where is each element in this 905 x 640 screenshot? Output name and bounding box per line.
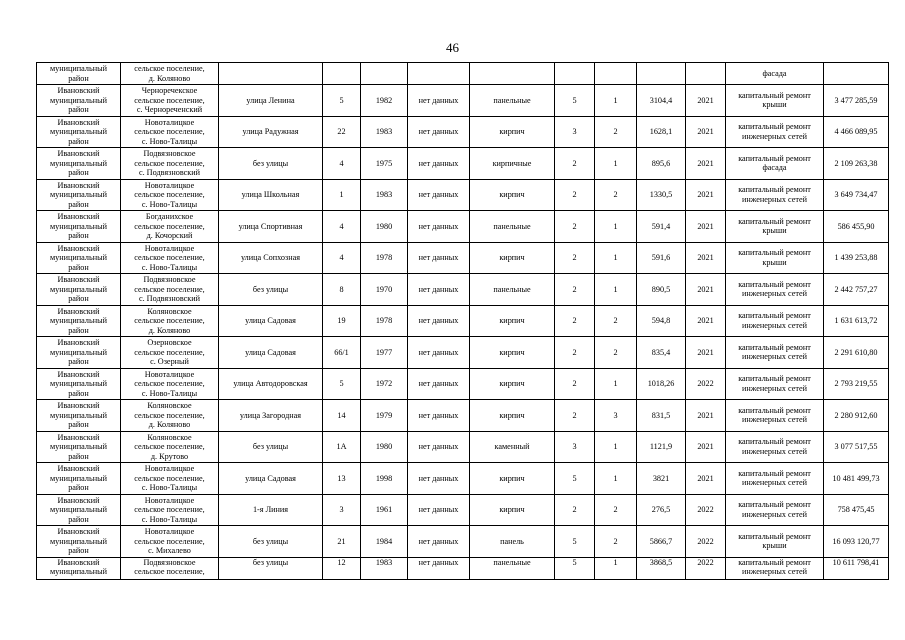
wear-cell: нет данных (408, 526, 470, 558)
wall-material-cell: каменный (470, 431, 555, 463)
repair-year-cell: 2022 (686, 526, 726, 558)
table-row (37, 557, 889, 579)
table-row (37, 148, 889, 180)
area-cell: 591,6 (637, 242, 686, 274)
entrances-cell: 1 (595, 557, 637, 579)
settlement-cell: Новоталицкое сельское поселение, с. Михалево (121, 526, 219, 558)
repair-year-cell: 2021 (686, 305, 726, 337)
repair-year-cell: 2021 (686, 211, 726, 243)
settlement-cell: Черноречекское сельское поселение, с. Чернореченский (121, 85, 219, 117)
district-cell: Ивановский муниципальный район (37, 242, 121, 274)
street-cell: без улицы (219, 526, 323, 558)
wall-material-cell: панельные (470, 85, 555, 117)
year-built-cell: 1979 (361, 400, 408, 432)
entrances-cell: 2 (595, 526, 637, 558)
wall-material-cell: панельные (470, 557, 555, 579)
repair-year-cell (686, 63, 726, 85)
wall-material-cell: кирпич (470, 400, 555, 432)
street-cell: улица Сопхозная (219, 242, 323, 274)
house-number-cell: 1А (323, 431, 361, 463)
wear-cell: нет данных (408, 305, 470, 337)
year-built-cell: 1983 (361, 116, 408, 148)
table-row (37, 526, 889, 558)
house-number-cell: 66/1 (323, 337, 361, 369)
house-number-cell: 1 (323, 179, 361, 211)
area-cell: 3821 (637, 463, 686, 495)
area-cell (637, 63, 686, 85)
floors-cell: 2 (555, 211, 595, 243)
settlement-cell: Новоталицкое сельское поселение, с. Ново-Талицы (121, 494, 219, 526)
floors-cell: 5 (555, 463, 595, 495)
repair-type-cell: капитальный ремонт крыши (726, 526, 824, 558)
settlement-cell: Подвязновское сельское поселение, с. Подвязновский (121, 148, 219, 180)
repair-year-cell: 2022 (686, 557, 726, 579)
floors-cell: 5 (555, 85, 595, 117)
floors-cell: 2 (555, 368, 595, 400)
area-cell: 591,4 (637, 211, 686, 243)
entrances-cell: 1 (595, 368, 637, 400)
house-number-cell: 4 (323, 148, 361, 180)
floors-cell: 2 (555, 148, 595, 180)
cost-cell (824, 63, 889, 85)
floors-cell: 2 (555, 400, 595, 432)
repair-type-cell: капитальный ремонт инженерных сетей (726, 337, 824, 369)
district-cell: Ивановский муниципальный район (37, 368, 121, 400)
district-cell: Ивановский муниципальный район (37, 526, 121, 558)
repair-year-cell: 2021 (686, 242, 726, 274)
repair-year-cell: 2021 (686, 85, 726, 117)
settlement-cell: Новоталицкое сельское поселение, с. Ново-Талицы (121, 368, 219, 400)
area-cell: 1330,5 (637, 179, 686, 211)
year-built-cell: 1980 (361, 211, 408, 243)
wall-material-cell: кирпич (470, 179, 555, 211)
settlement-cell: Новоталицкое сельское поселение, с. Ново-Талицы (121, 242, 219, 274)
year-built-cell: 1978 (361, 242, 408, 274)
area-cell: 831,5 (637, 400, 686, 432)
wear-cell: нет данных (408, 337, 470, 369)
wall-material-cell: кирпич (470, 368, 555, 400)
cost-cell: 10 611 798,41 (824, 557, 889, 579)
street-cell: без улицы (219, 148, 323, 180)
district-cell: Ивановский муниципальный район (37, 148, 121, 180)
street-cell: улица Садовая (219, 337, 323, 369)
wall-material-cell: кирпич (470, 463, 555, 495)
wear-cell: нет данных (408, 494, 470, 526)
year-built-cell: 1972 (361, 368, 408, 400)
repair-year-cell: 2021 (686, 179, 726, 211)
table-row (37, 63, 889, 85)
cost-cell: 758 475,45 (824, 494, 889, 526)
year-built-cell: 1998 (361, 463, 408, 495)
district-cell: Ивановский муниципальный (37, 557, 121, 579)
table-row (37, 85, 889, 117)
area-cell: 1121,9 (637, 431, 686, 463)
street-cell: без улицы (219, 431, 323, 463)
house-number-cell: 13 (323, 463, 361, 495)
settlement-cell: Озерновское сельское поселение, с. Озерный (121, 337, 219, 369)
street-cell: улица Загородная (219, 400, 323, 432)
wear-cell (408, 63, 470, 85)
repair-year-cell: 2022 (686, 494, 726, 526)
cost-cell: 2 793 219,55 (824, 368, 889, 400)
entrances-cell: 2 (595, 305, 637, 337)
repair-type-cell: капитальный ремонт инженерных сетей (726, 431, 824, 463)
repair-type-cell: капитальный ремонт инженерных сетей (726, 179, 824, 211)
entrances-cell: 1 (595, 274, 637, 306)
year-built-cell: 1982 (361, 85, 408, 117)
repair-type-cell: капитальный ремонт инженерных сетей (726, 400, 824, 432)
floors-cell: 2 (555, 274, 595, 306)
cost-cell: 586 455,90 (824, 211, 889, 243)
house-number-cell: 4 (323, 242, 361, 274)
cost-cell: 4 466 089,95 (824, 116, 889, 148)
house-number-cell: 3 (323, 494, 361, 526)
cost-cell: 3 077 517,55 (824, 431, 889, 463)
repair-type-cell: капитальный ремонт инженерных сетей (726, 557, 824, 579)
area-cell: 276,5 (637, 494, 686, 526)
district-cell: Ивановский муниципальный район (37, 116, 121, 148)
street-cell: улица Ленина (219, 85, 323, 117)
house-number-cell: 8 (323, 274, 361, 306)
district-cell: Ивановский муниципальный район (37, 85, 121, 117)
floors-cell: 2 (555, 305, 595, 337)
settlement-cell: Богданихское сельское поселение, д. Кочорский (121, 211, 219, 243)
table-row (37, 337, 889, 369)
year-built-cell: 1980 (361, 431, 408, 463)
entrances-cell: 1 (595, 431, 637, 463)
wear-cell: нет данных (408, 211, 470, 243)
cost-cell: 3 649 734,47 (824, 179, 889, 211)
wall-material-cell: кирпич (470, 494, 555, 526)
entrances-cell: 2 (595, 116, 637, 148)
cost-cell: 16 093 120,77 (824, 526, 889, 558)
floors-cell: 5 (555, 526, 595, 558)
house-number-cell: 4 (323, 211, 361, 243)
wall-material-cell: панельные (470, 274, 555, 306)
district-cell: Ивановский муниципальный район (37, 337, 121, 369)
wear-cell: нет данных (408, 274, 470, 306)
settlement-cell: Новоталицкое сельское поселение, с. Ново-Талицы (121, 116, 219, 148)
year-built-cell: 1983 (361, 557, 408, 579)
wall-material-cell: кирпич (470, 337, 555, 369)
cost-cell: 1 631 613,72 (824, 305, 889, 337)
year-built-cell (361, 63, 408, 85)
table-row (37, 400, 889, 432)
house-number-cell: 5 (323, 368, 361, 400)
area-cell: 3104,4 (637, 85, 686, 117)
table-row (37, 179, 889, 211)
district-cell: Ивановский муниципальный район (37, 179, 121, 211)
district-cell: Ивановский муниципальный район (37, 274, 121, 306)
house-number-cell: 14 (323, 400, 361, 432)
floors-cell: 2 (555, 494, 595, 526)
page-number: 46 (446, 40, 459, 55)
house-number-cell: 21 (323, 526, 361, 558)
entrances-cell: 1 (595, 85, 637, 117)
area-cell: 3868,5 (637, 557, 686, 579)
year-built-cell: 1970 (361, 274, 408, 306)
house-number-cell: 12 (323, 557, 361, 579)
district-cell: Ивановский муниципальный район (37, 463, 121, 495)
repair-type-cell: капитальный ремонт инженерных сетей (726, 463, 824, 495)
entrances-cell (595, 63, 637, 85)
entrances-cell: 1 (595, 211, 637, 243)
table-row (37, 305, 889, 337)
floors-cell: 5 (555, 557, 595, 579)
district-cell: Ивановский муниципальный район (37, 494, 121, 526)
floors-cell: 2 (555, 337, 595, 369)
table-row (37, 463, 889, 495)
entrances-cell: 2 (595, 337, 637, 369)
entrances-cell: 2 (595, 179, 637, 211)
settlement-cell: Коляновское сельское поселение, д. Коляново (121, 400, 219, 432)
repair-type-cell: капитальный ремонт инженерных сетей (726, 305, 824, 337)
repair-year-cell: 2021 (686, 116, 726, 148)
wall-material-cell: кирпич (470, 242, 555, 274)
repair-year-cell: 2021 (686, 400, 726, 432)
wear-cell: нет данных (408, 400, 470, 432)
district-cell: Ивановский муниципальный район (37, 305, 121, 337)
wall-material-cell: кирпичные (470, 148, 555, 180)
repair-type-cell: фасада (726, 63, 824, 85)
wear-cell: нет данных (408, 148, 470, 180)
district-cell: муниципальный район (37, 63, 121, 85)
area-cell: 835,4 (637, 337, 686, 369)
cost-cell: 2 442 757,27 (824, 274, 889, 306)
wear-cell: нет данных (408, 85, 470, 117)
area-cell: 1628,1 (637, 116, 686, 148)
district-cell: Ивановский муниципальный район (37, 400, 121, 432)
street-cell: без улицы (219, 557, 323, 579)
settlement-cell: Подвязновское сельское поселение, (121, 557, 219, 579)
wear-cell: нет данных (408, 116, 470, 148)
area-cell: 895,6 (637, 148, 686, 180)
repair-type-cell: капитальный ремонт инженерных сетей (726, 368, 824, 400)
year-built-cell: 1984 (361, 526, 408, 558)
table-row (37, 431, 889, 463)
street-cell (219, 63, 323, 85)
wear-cell: нет данных (408, 179, 470, 211)
floors-cell: 3 (555, 431, 595, 463)
repair-type-cell: капитальный ремонт крыши (726, 242, 824, 274)
table-row (37, 211, 889, 243)
wall-material-cell: панель (470, 526, 555, 558)
settlement-cell: Коляновское сельское поселение, д. Крутово (121, 431, 219, 463)
year-built-cell: 1961 (361, 494, 408, 526)
cost-cell: 2 291 610,80 (824, 337, 889, 369)
house-number-cell: 22 (323, 116, 361, 148)
street-cell: улица Садовая (219, 463, 323, 495)
entrances-cell: 1 (595, 463, 637, 495)
repair-type-cell: капитальный ремонт инженерных сетей (726, 116, 824, 148)
house-number-cell (323, 63, 361, 85)
housing-repair-table (36, 62, 889, 580)
area-cell: 890,5 (637, 274, 686, 306)
floors-cell: 2 (555, 242, 595, 274)
cost-cell: 3 477 285,59 (824, 85, 889, 117)
wear-cell: нет данных (408, 463, 470, 495)
repair-type-cell: капитальный ремонт инженерных сетей (726, 494, 824, 526)
cost-cell: 2 109 263,38 (824, 148, 889, 180)
repair-type-cell: капитальный ремонт крыши (726, 85, 824, 117)
house-number-cell: 19 (323, 305, 361, 337)
wear-cell: нет данных (408, 431, 470, 463)
wall-material-cell: панельные (470, 211, 555, 243)
repair-year-cell: 2021 (686, 337, 726, 369)
entrances-cell: 1 (595, 242, 637, 274)
cost-cell: 10 481 499,73 (824, 463, 889, 495)
street-cell: улица Радужная (219, 116, 323, 148)
street-cell: без улицы (219, 274, 323, 306)
floors-cell (555, 63, 595, 85)
settlement-cell: Коляновское сельское поселение, д. Коляново (121, 305, 219, 337)
settlement-cell: сельское поселение, д. Коляново (121, 63, 219, 85)
repair-year-cell: 2021 (686, 148, 726, 180)
table-row (37, 494, 889, 526)
repair-type-cell: капитальный ремонт инженерных сетей (726, 274, 824, 306)
area-cell: 5866,7 (637, 526, 686, 558)
wall-material-cell (470, 63, 555, 85)
year-built-cell: 1978 (361, 305, 408, 337)
settlement-cell: Подвязновское сельское поселение, с. Подвязновский (121, 274, 219, 306)
floors-cell: 3 (555, 116, 595, 148)
street-cell: улица Садовая (219, 305, 323, 337)
wall-material-cell: кирпич (470, 116, 555, 148)
house-number-cell: 5 (323, 85, 361, 117)
table-row (37, 368, 889, 400)
repair-type-cell: капитальный ремонт фасада (726, 148, 824, 180)
street-cell: улица Спортивная (219, 211, 323, 243)
wear-cell: нет данных (408, 557, 470, 579)
settlement-cell: Новоталицкое сельское поселение, с. Ново-Талицы (121, 179, 219, 211)
wear-cell: нет данных (408, 368, 470, 400)
repair-year-cell: 2021 (686, 431, 726, 463)
year-built-cell: 1983 (361, 179, 408, 211)
street-cell: 1-я Линия (219, 494, 323, 526)
table-row (37, 274, 889, 306)
year-built-cell: 1975 (361, 148, 408, 180)
settlement-cell: Новоталицкое сельское поселение, с. Ново-Талицы (121, 463, 219, 495)
cost-cell: 2 280 912,60 (824, 400, 889, 432)
entrances-cell: 3 (595, 400, 637, 432)
repair-year-cell: 2022 (686, 368, 726, 400)
year-built-cell: 1977 (361, 337, 408, 369)
repair-year-cell: 2021 (686, 463, 726, 495)
repair-type-cell: капитальный ремонт крыши (726, 211, 824, 243)
table-row (37, 242, 889, 274)
table-body (37, 63, 889, 580)
floors-cell: 2 (555, 179, 595, 211)
street-cell: улица Автодоровская (219, 368, 323, 400)
district-cell: Ивановский муниципальный район (37, 431, 121, 463)
area-cell: 1018,26 (637, 368, 686, 400)
district-cell: Ивановский муниципальный район (37, 211, 121, 243)
repair-year-cell: 2021 (686, 274, 726, 306)
table-row (37, 116, 889, 148)
wear-cell: нет данных (408, 242, 470, 274)
wall-material-cell: кирпич (470, 305, 555, 337)
cost-cell: 1 439 253,88 (824, 242, 889, 274)
entrances-cell: 2 (595, 494, 637, 526)
entrances-cell: 1 (595, 148, 637, 180)
area-cell: 594,8 (637, 305, 686, 337)
street-cell: улица Школьная (219, 179, 323, 211)
